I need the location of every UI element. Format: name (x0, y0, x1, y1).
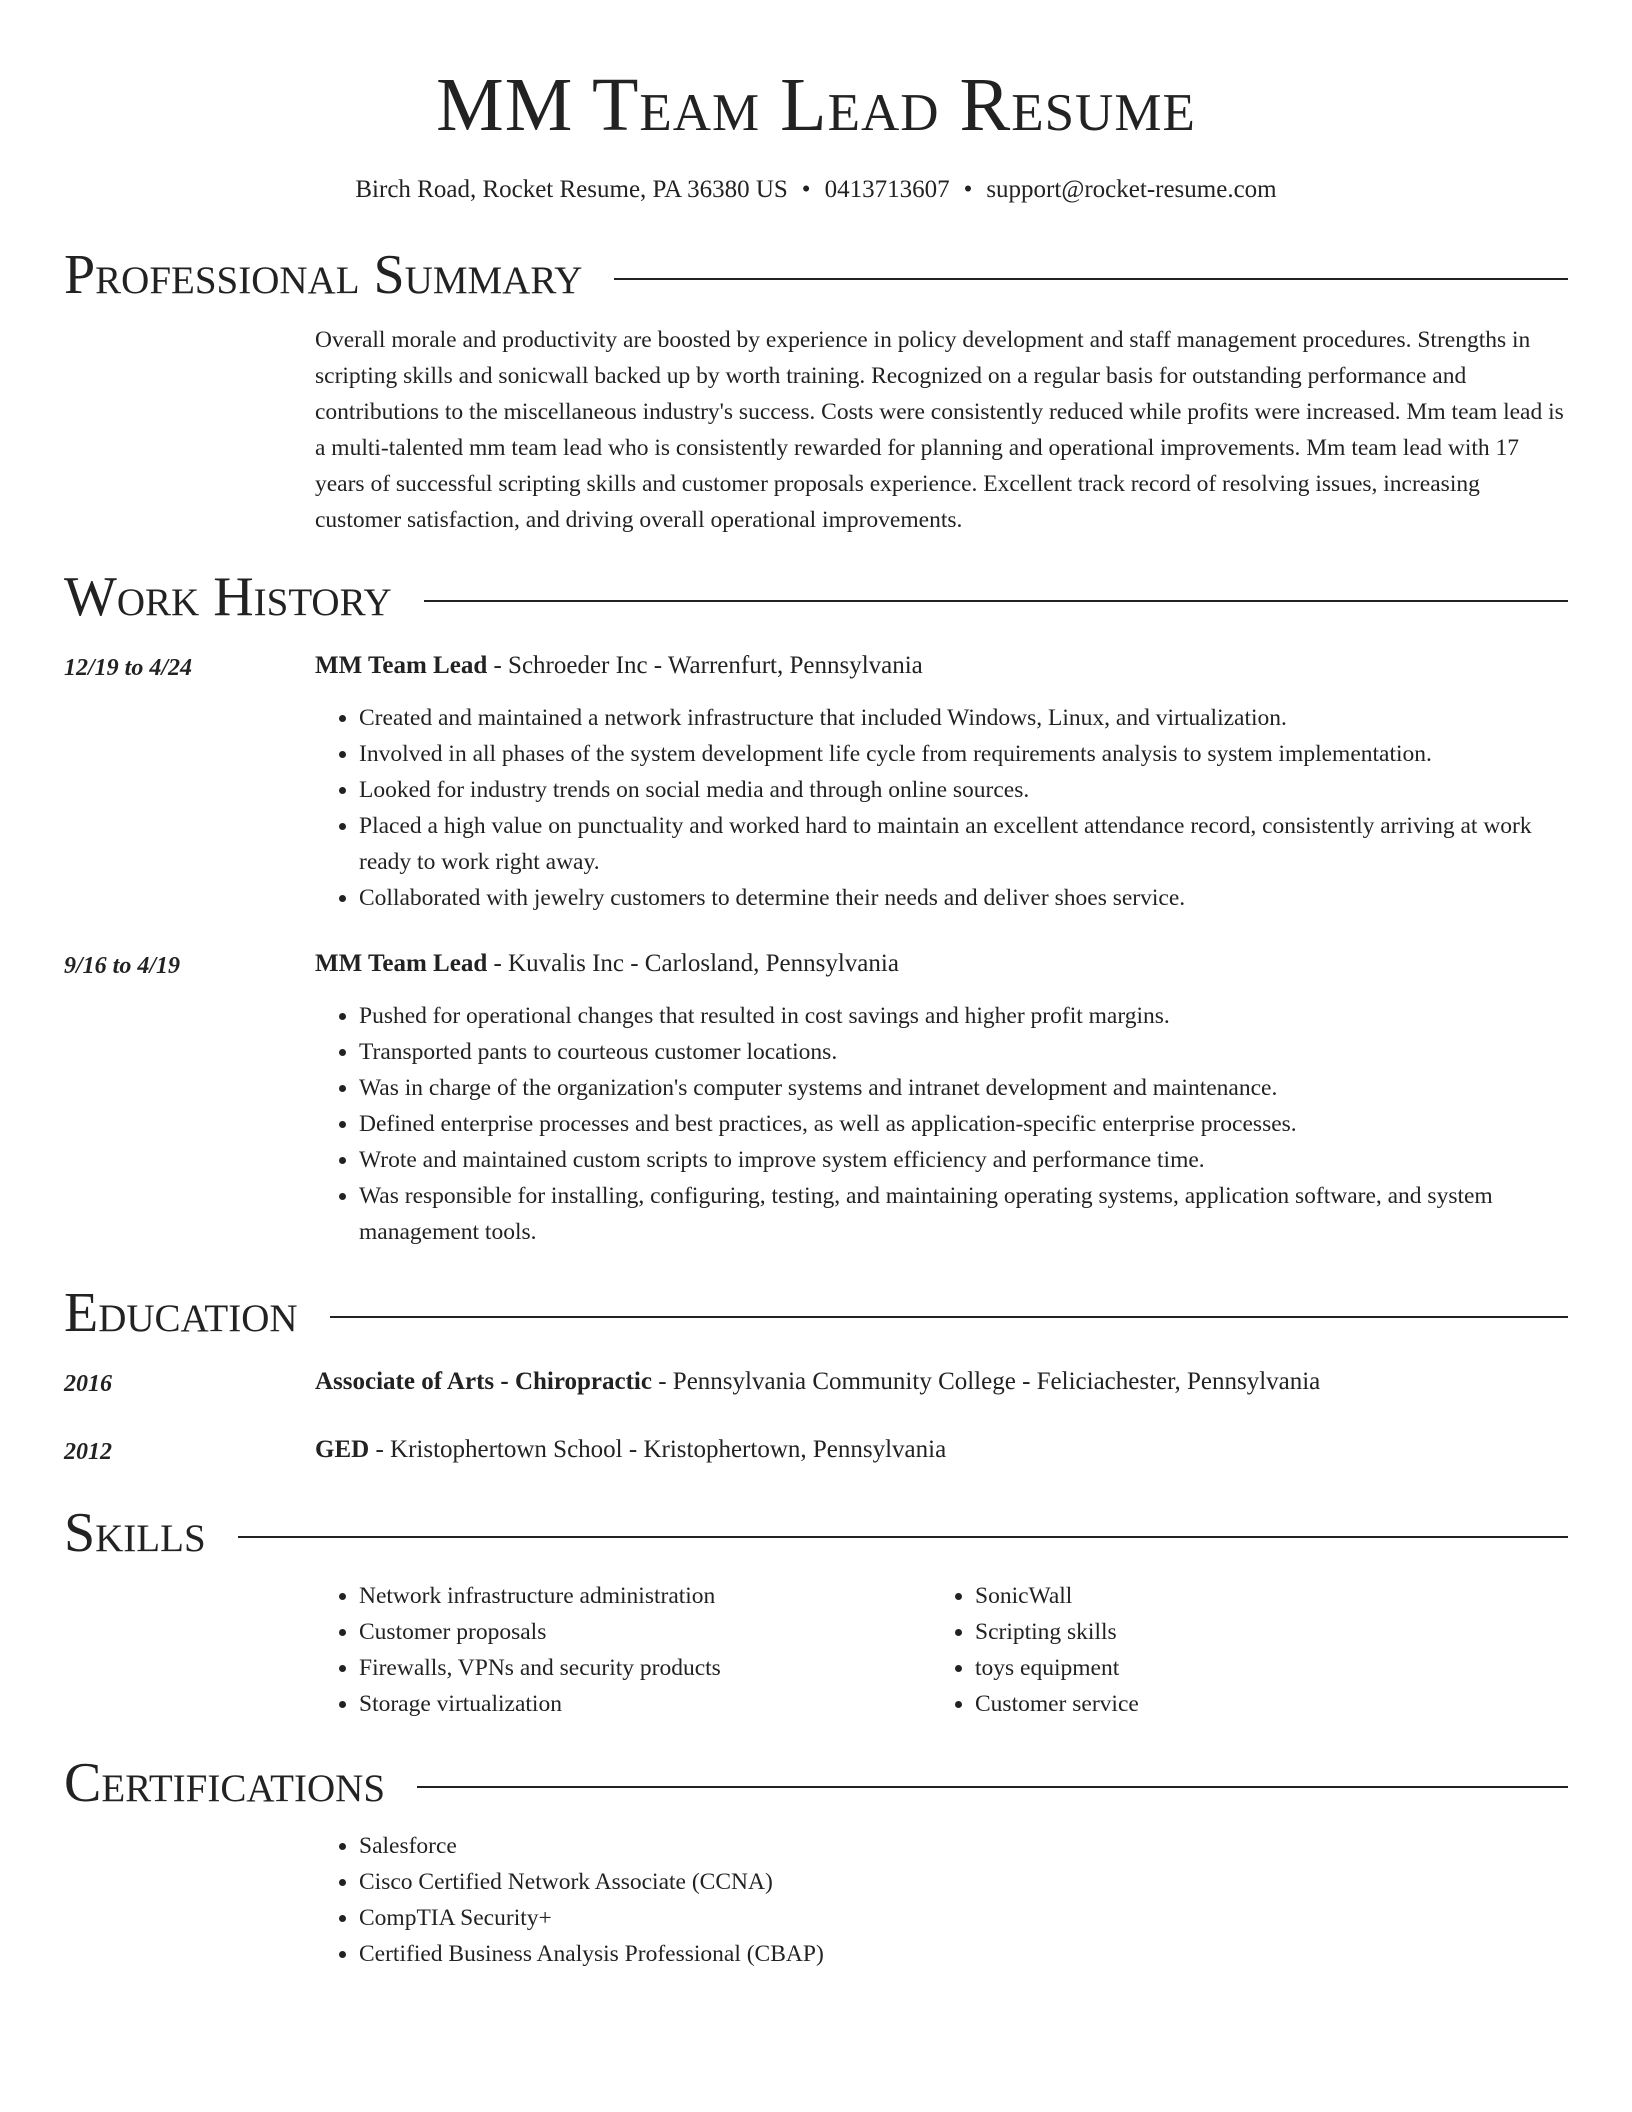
skills-column-left (315, 1578, 931, 1722)
education-entry (64, 1364, 1568, 1402)
job-header (64, 946, 1568, 1250)
bullet-separator: • (963, 176, 973, 203)
list-item: • Involved in all phases of the system development life cycle from requirements analysis to system implementation. (359, 736, 1568, 772)
skills-column-right (931, 1578, 1547, 1722)
section-title: Professional Summary (64, 244, 583, 306)
job-body (315, 648, 1568, 916)
section-summary-heading (64, 240, 1568, 310)
list-item: • Defined enterprise processes and best practices, as well as application-specific enterprise processes. (359, 1106, 1568, 1142)
skill-item: • toys equipment (975, 1650, 1547, 1686)
certification-item: • Certified Business Analysis Professional (CBAP) (359, 1936, 1568, 1972)
job-entry (64, 648, 1568, 916)
list-item: • Created and maintained a network infrastructure that included Windows, Linux, and virtualization. (359, 700, 1568, 736)
section-title: Education (64, 1282, 298, 1344)
list-item: • Looked for industry trends on social media and through online sources. (359, 772, 1568, 808)
education-entry (64, 1432, 1568, 1470)
job-company: - Kuvalis Inc - Carlosland, Pennsylvania (487, 950, 899, 977)
certifications-list (315, 1828, 1568, 1972)
section-skills-heading (64, 1498, 1568, 1568)
education-row (64, 1364, 1568, 1402)
section-work-heading (64, 562, 1568, 632)
job-role: MM Team Lead (315, 652, 488, 679)
section-education-heading (64, 1278, 1568, 1348)
education-degree: GED (315, 1436, 370, 1463)
job-bullets (315, 700, 1568, 916)
skills-grid (315, 1578, 1568, 1722)
list-item: • Was in charge of the organization's computer systems and intranet development and maintenance. (359, 1070, 1568, 1106)
education-school: - Kristophertown School - Kristophertown, Pennsylvania (369, 1436, 947, 1463)
skills-list (931, 1578, 1547, 1722)
section-divider (417, 1786, 1568, 1788)
list-item: • Pushed for operational changes that resulted in cost savings and higher profit margins. (359, 998, 1568, 1034)
job-dates: 12/19 to 4/24 (64, 655, 193, 681)
skill-item: • Scripting skills (975, 1614, 1547, 1650)
education-school: - Pennsylvania Community College - Feliciachester, Pennsylvania (651, 1368, 1321, 1395)
education-body (315, 1432, 1568, 1470)
section-divider (424, 600, 1568, 602)
education-list (64, 1364, 1568, 1470)
skill-item: • Firewalls, VPNs and security products (359, 1650, 931, 1686)
skill-item: • Network infrastructure administration (359, 1578, 931, 1614)
skill-item: • Storage virtualization (359, 1686, 931, 1722)
section-divider (614, 278, 1568, 280)
skill-item: • SonicWall (975, 1578, 1547, 1614)
certification-item: • Salesforce (359, 1828, 1568, 1864)
section-title: Skills (64, 1502, 206, 1564)
education-row (64, 1432, 1568, 1470)
job-role: MM Team Lead (315, 950, 488, 977)
resume-page (64, 0, 1568, 1972)
phone: 0413713607 (824, 176, 950, 203)
certification-item: • Cisco Certified Network Associate (CCNA) (359, 1864, 1568, 1900)
section-title: Certifications (64, 1752, 386, 1814)
job-entry (64, 946, 1568, 1250)
education-degree: Associate of Arts - Chiropractic (315, 1368, 652, 1395)
job-body (315, 946, 1568, 1250)
address: Birch Road, Rocket Resume, PA 36380 US (355, 176, 788, 203)
skill-item: • Customer service (975, 1686, 1547, 1722)
skills-list (315, 1578, 931, 1722)
education-year: 2012 (64, 1439, 112, 1465)
list-item: • Transported pants to courteous customer locations. (359, 1034, 1568, 1070)
job-title-line (315, 946, 1568, 982)
resume-title: MM Team Lead Resume (436, 63, 1196, 147)
section-divider (238, 1536, 1568, 1538)
job-dates: 9/16 to 4/19 (64, 953, 181, 979)
list-item: • Placed a high value on punctuality and worked hard to maintain an excellent attendance record, consistently arriving at work ready to work right away. (359, 808, 1568, 880)
section-certifications-heading (64, 1748, 1568, 1818)
job-header (64, 648, 1568, 916)
job-bullets (315, 998, 1568, 1250)
education-year: 2016 (64, 1371, 112, 1397)
certification-item: • CompTIA Security+ (359, 1900, 1568, 1936)
section-title: Work History (64, 566, 392, 628)
list-item: • Collaborated with jewelry customers to determine their needs and deliver shoes service. (359, 880, 1568, 916)
work-history-list (64, 648, 1568, 1250)
skill-item: • Customer proposals (359, 1614, 931, 1650)
section-divider (330, 1316, 1568, 1318)
contact-info (64, 174, 1568, 206)
job-title-line (315, 648, 1568, 684)
bullet-separator: • (801, 176, 811, 203)
summary-paragraph: Overall morale and productivity are boosted by experience in policy development and staff management procedures. Strengths in scripting skills and sonicwall backed up by worth training. Recognized on a regular basis for outstanding performance and contributions to the miscellaneous industry's success. Costs were consistently reduced while profits were increased. Mm team lead is a multi-talented mm team lead who is consistently rewarded for planning and operational improvements. Mm team lead with 17 years of successful scripting skills and customer proposals experience. Excellent track record of resolving issues, increasing customer satisfaction, and driving overall operational improvements. (315, 327, 1564, 533)
email: support@rocket-resume.com (986, 176, 1277, 203)
list-item: • Wrote and maintained custom scripts to improve system efficiency and performance time. (359, 1142, 1568, 1178)
list-item: • Was responsible for installing, configuring, testing, and maintaining operating systems, application software, and system management tools. (359, 1178, 1568, 1250)
education-body (315, 1364, 1568, 1402)
job-company: - Schroeder Inc - Warrenfurt, Pennsylvania (487, 652, 923, 679)
